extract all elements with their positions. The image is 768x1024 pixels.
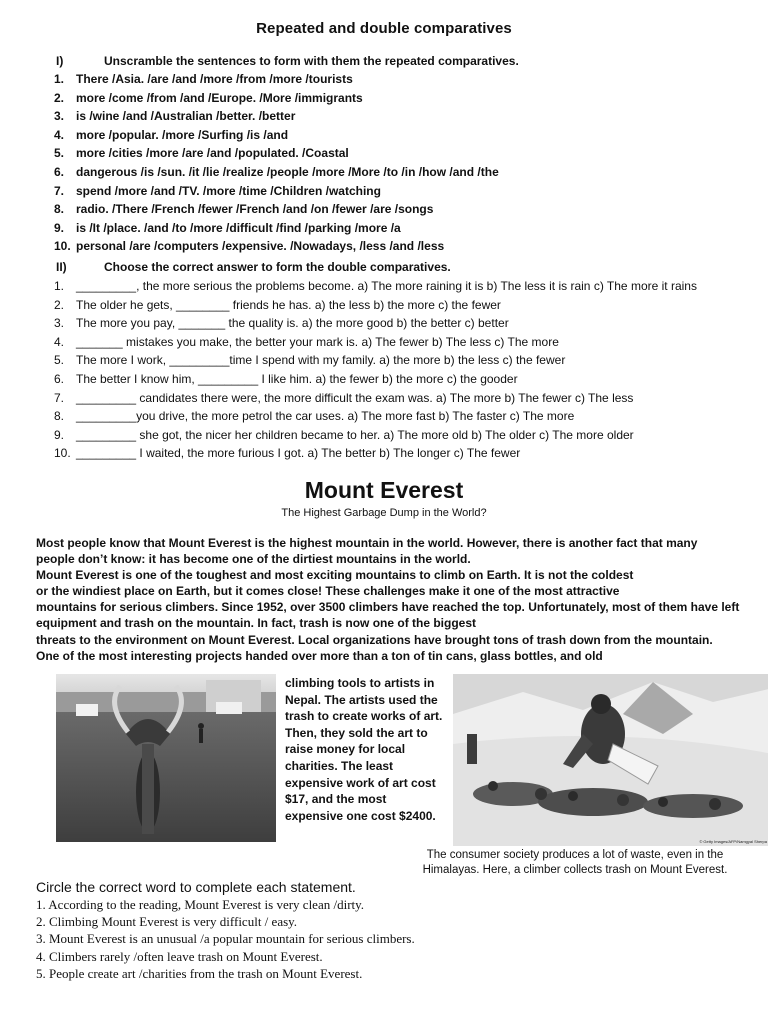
item-number: 1.: [54, 279, 65, 293]
item-text: _________ I waited, the more furious I got. a) The better b) The longer c) The fewer: [76, 446, 521, 461]
item-number: 2.: [54, 297, 65, 312]
item-number: 10.: [54, 239, 71, 254]
side-line: $17, and the most: [285, 792, 387, 807]
item-text: _________ she got, the nicer her children became to her. a) The more old b) The older c) The more older: [76, 427, 634, 442]
item-number: 8.: [54, 202, 65, 217]
paragraph-line: Most people know that Mount Everest is the highest mountain in the world. However, there is another fact that many: [36, 536, 698, 550]
circle-word-list: [36, 896, 415, 982]
section-1-instruction: Unscramble the sentences to form with them the repeated comparatives.: [104, 54, 519, 68]
item-text: The more you pay, _______ the quality is. a) the more good b) the better c) better: [76, 316, 509, 331]
caption-line: Himalayas. Here, a climber collects trash on Mount Everest.: [422, 864, 728, 876]
section-1-roman: I): [56, 54, 64, 68]
caption-line: The consumer society produces a lot of waste, even in the: [426, 849, 724, 861]
item-text: personal /are /computers /expensive. /Nowadays, /less /and /less: [76, 239, 445, 254]
side-line: charities. The least: [285, 758, 394, 773]
item-number: 6.: [54, 164, 65, 179]
item-text: spend /more /and /TV. /more /time /Children /watching: [76, 183, 381, 198]
reading-subtitle: The Highest Garbage Dump in the World?: [281, 507, 487, 519]
list-item: [0, 182, 499, 201]
item-text: more /cities /more /are /and /populated. /Coastal: [76, 146, 349, 161]
list-item: [0, 107, 499, 126]
side-line: Then, they sold the art to: [285, 725, 428, 740]
item-number: 7.: [54, 390, 65, 405]
list-item: [0, 333, 697, 352]
paragraph-line: equipment and trash on the mountain. In fact, trash is now one of the biggest: [36, 616, 477, 631]
list-item: [0, 426, 697, 445]
list-item: [0, 163, 499, 182]
unscramble-list: [0, 70, 499, 256]
item-text: There /Asia. /are /and /more /from /more /tourists: [76, 72, 353, 86]
side-line: trash to create works of art.: [285, 709, 443, 724]
item-number: 3.: [54, 316, 65, 331]
paragraph-line: Mount Everest is one of the toughest and most exciting mountains to climb on Earth. It is not the coldest: [36, 568, 634, 583]
climber-trash-photo: [453, 674, 768, 846]
item-number: 9.: [54, 220, 65, 235]
list-item: [0, 126, 499, 145]
list-item: [0, 144, 499, 163]
list-item: 5. People create art /charities from the trash on Mount Everest.: [36, 965, 363, 981]
paragraph-line: threats to the environment on Mount Everest. Local organizations have brought tons of trash down from the mountain.: [36, 632, 713, 647]
section-1-heading: [56, 54, 519, 68]
list-item: [0, 70, 499, 89]
section-2-instruction: Choose the correct answer to form the double comparatives.: [104, 260, 451, 274]
list-item: [0, 444, 697, 463]
reading-side-text: [285, 675, 450, 824]
reading-title: Mount Everest: [304, 477, 464, 503]
section-2-heading: [56, 260, 451, 274]
section-2-roman: II): [56, 260, 67, 274]
list-item: 4. Climbers rarely /often leave trash on Mount Everest.: [36, 948, 323, 964]
side-line: raise money for local: [285, 742, 406, 757]
list-item: [0, 237, 499, 256]
item-number: 1.: [54, 72, 65, 86]
item-number: 8.: [54, 409, 65, 424]
paragraph-line: or the windiest place on Earth, but it comes close! These challenges make it one of the most attractive: [36, 584, 620, 599]
list-item: [0, 370, 697, 389]
list-item: [0, 407, 697, 426]
paragraph-line: One of the most interesting projects handed over more than a ton of tin cans, glass bottles, and old: [36, 648, 603, 663]
item-text: more /popular. /more /Surfing /is /and: [76, 127, 289, 142]
trash-art-photo: [56, 674, 276, 842]
side-line: expensive one cost $2400.: [285, 808, 436, 823]
item-text: _________ candidates there were, the more difficult the exam was. a) The more b) The fewer c) The less: [76, 390, 634, 405]
item-number: 3.: [54, 109, 65, 124]
list-item: 3. Mount Everest is an unusual /a popular mountain for serious climbers.: [36, 931, 415, 947]
item-number: 7.: [54, 183, 65, 198]
item-text: The older he gets, ________ friends he has. a) the less b) the more c) the fewer: [76, 297, 501, 312]
item-text: The more I work, _________time I spend with my family. a) the more b) the less c) the fewer: [76, 353, 566, 368]
photo-credit: © Getty Images/AFP/Namgyal Sherpa: [699, 839, 767, 844]
list-item: [0, 314, 697, 333]
item-number: 5.: [54, 353, 65, 368]
list-item: 2. Climbing Mount Everest is very difficult / easy.: [36, 914, 298, 930]
paragraph-line: people don’t know: it has become one of the dirtiest mountains in the world.: [36, 552, 471, 567]
item-number: 4.: [54, 127, 65, 142]
item-text: _________, the more serious the problems become. a) The more raining it is b) The less it is rain c) The more it rains: [76, 279, 697, 293]
item-text: The better I know him, _________ I like him. a) the fewer b) the more c) the gooder: [76, 371, 518, 386]
list-item: [0, 89, 499, 108]
item-number: 4.: [54, 334, 65, 349]
item-text: _________you drive, the more petrol the car uses. a) The more fast b) The faster c) The more: [76, 409, 575, 424]
side-line: Nepal. The artists used the: [285, 692, 438, 707]
item-text: is /wine /and /Australian /better. /better: [76, 109, 296, 124]
item-text: dangerous /is /sun. /it /lie /realize /people /more /More /to /in /how /and /the: [76, 164, 499, 179]
item-text: is /It /place. /and /to /more /difficult /find /parking /more /a: [76, 220, 401, 235]
item-number: 6.: [54, 371, 65, 386]
item-text: radio. /There /French /fewer /French /and /on /fewer /are /songs: [76, 202, 434, 217]
list-item: [0, 219, 499, 238]
list-item: [0, 389, 697, 408]
side-line: climbing tools to artists in: [285, 676, 435, 690]
item-number: 2.: [54, 90, 65, 105]
climber-illustration: [453, 674, 768, 846]
side-line: expensive work of art cost: [285, 775, 436, 790]
list-item: 1. According to the reading, Mount Everest is very clean /dirty.: [36, 897, 365, 912]
list-item: [0, 277, 697, 296]
item-number: 10.: [54, 446, 71, 461]
list-item: [0, 296, 697, 315]
worksheet-title: Repeated and double comparatives: [256, 20, 512, 37]
exercise-3-heading: Circle the correct word to complete each statement.: [36, 879, 356, 895]
list-item: [0, 351, 697, 370]
photo-caption: [390, 848, 760, 878]
reading-paragraph: [36, 535, 740, 664]
paragraph-line: mountains for serious climbers. Since 1952, over 3500 climbers have reached the top. Unfortunately, most of them have left: [36, 600, 740, 615]
item-text: _______ mistakes you make, the better your mark is. a) The fewer b) The less c) The more: [76, 334, 559, 349]
item-number: 5.: [54, 146, 65, 161]
trash-art-illustration: [56, 674, 276, 842]
item-text: more /come /from /and /Europe. /More /immigrants: [76, 90, 363, 105]
list-item: [0, 200, 499, 219]
double-comparatives-list: [0, 277, 697, 463]
item-number: 9.: [54, 427, 65, 442]
